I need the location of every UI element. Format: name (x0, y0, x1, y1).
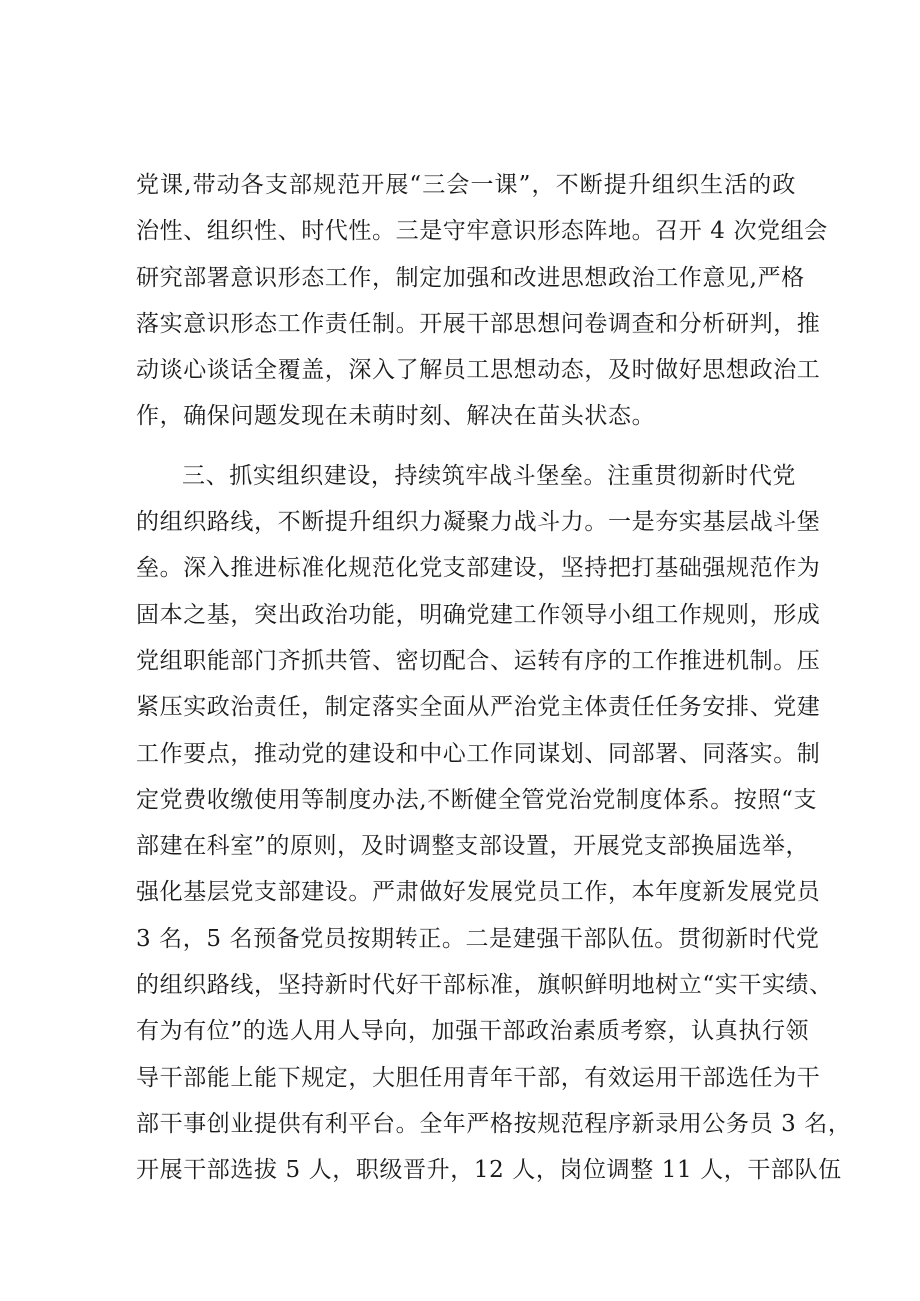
document-body (136, 162, 852, 1194)
text-line: 作，确保问题发现在未萌时刻、解决在苗头状态。 (136, 403, 656, 430)
text-line: 落实意识形态工作责任制。开展干部思想问卷调查和分析研判，推 (136, 310, 821, 337)
paragraph-ideology (136, 162, 828, 440)
text-line: 的组织路线，坚持新时代好干部标准，旗帜鲜明地树立“实干实绩、 (136, 972, 833, 999)
text-line: 有为有位”的选人用人导向，加强干部政治素质考察，认真执行领 (136, 1018, 810, 1045)
text-line: 固本之基，突出政治功能，明确党建工作领导小组工作规则，形成 (136, 601, 821, 628)
text-line: 导干部能上能下规定，大胆任用青年干部，有效运用干部选任为干 (136, 1064, 821, 1091)
text-line: 部建在科室”的原则，及时调整支部设置，开展党支部换届选举， (136, 833, 810, 860)
text-line: 垒。深入推进标准化规范化党支部建设，坚持把打基础强规范作为 (136, 555, 821, 582)
text-line: 定党费收缴使用等制度办法,不断健全管党治党制度体系。按照“支 (136, 786, 818, 813)
text-line: 工作要点，推动党的建设和中心工作同谋划、同部署、同落实。制 (136, 740, 821, 767)
paragraph-spacer (136, 440, 796, 453)
text-line: 动谈心谈话全覆盖，深入了解员工思想动态，及时做好思想政治工 (136, 357, 821, 384)
text-line: 强化基层党支部建设。严肃做好发展党员工作，本年度新发展党员 (136, 879, 821, 906)
text-line: 党组职能部门齐抓共管、密切配合、运转有序的工作推进机制。压 (136, 647, 821, 674)
paragraph-organization (136, 453, 852, 1194)
text-line: 的组织路线，不断提升组织力凝聚力战斗力。一是夯实基层战斗堡 (136, 509, 821, 536)
text-line: 研究部署意识形态工作，制定加强和改进思想政治工作意见,严格 (136, 264, 805, 291)
text-line: 开展干部选拔 5 人，职级晋升，12 人，岗位调整 11 人，干部队伍 (136, 1157, 842, 1184)
section-heading-line: 三、抓实组织建设，持续筑牢战斗堡垒。注重贯彻新时代党 (182, 462, 796, 489)
text-line: 部干事创业提供有利平台。全年严格按规范程序新录用公务员 3 名， (136, 1110, 852, 1137)
text-line: 紧压实政治责任，制定落实全面从严治党主体责任任务安排、党建 (136, 694, 821, 721)
text-line: 党课,带动各支部规范开展“三会一课”，不断提升组织生活的政 (136, 172, 796, 198)
text-line: 治性、组织性、时代性。三是守牢意识形态阵地。召开 4 次党组会 (136, 218, 828, 245)
text-line: 3 名，5 名预备党员按期转正。二是建强干部队伍。贯彻新时代党 (136, 925, 820, 952)
